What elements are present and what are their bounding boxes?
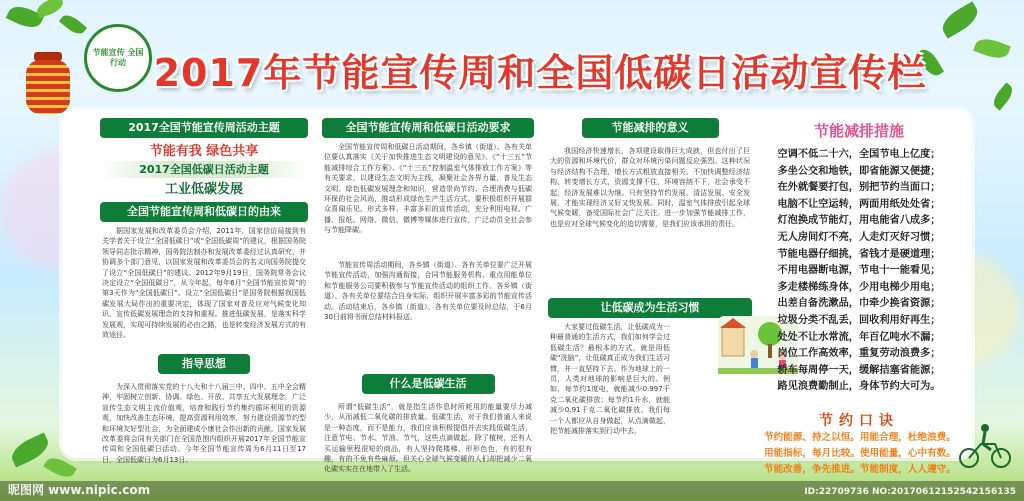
lowcarbon-theme-header: 2017全国低碳日活动主题: [100, 161, 308, 178]
left-column: [100, 118, 308, 466]
watermark-left: 昵图网 www.nipic.com: [8, 483, 151, 497]
measure-line: 垃圾分类不乱丢，回收利用好再生；: [777, 314, 941, 326]
measure-line: 轿车每周停一天，缓解拮塞省能源；: [777, 364, 941, 376]
measure-line: 空调不低二十六，全国节电上亿度；: [777, 149, 941, 160]
third-column: [548, 118, 752, 440]
measure-line: 岗位工作高效率，重复劳动浪费多；: [777, 348, 941, 360]
middle-column: [322, 118, 534, 480]
measure-line: 不用电器断电源，节电十一能看见；: [777, 265, 941, 277]
origin-header: 全国节能宣传周和低碳日的由来: [100, 202, 308, 222]
measure-line: 多走楼梯练身体，少用电梯少用电；: [777, 281, 941, 293]
cyclist-icon: [955, 420, 1015, 470]
measures-title: [764, 120, 954, 141]
page-title: 2017年节能宣传周和全国低碳日活动宣传栏: [153, 51, 927, 95]
habit-text: 大家要过低碳生活，让低碳成为一种最普通的生活方式，我们如何学会过低碳生活？最根本的方式，就是用低碳“洗脑”，让低碳真正成为我们生活习惯，并一直坚持下去。作为地球上的一员，人类对地球的影响是巨大的。例如，每节约1度电，就能减少0.997千克二氧化碳排放；每节约1升水，就能减少0.91千克二氧化碳排放。我们每一个人都应从自身做起，从点滴做起，把节能减排落实到行动中去。: [550, 323, 670, 436]
koujue-line: 节约能源、持之以恒。用能合理，杜绝浪费。: [764, 431, 956, 443]
requirements-text-1: 全国节能宣传周和低碳日活动期间，各乡镇（街道）、各有关单位要认真落实《关于加快推进生态文明建设的意见》、《“十三五”节能减排综合工作方案》、《“十三五”控制温室气体排放工作方案》等有关要求，以建设生态文明为主线，凝聚社会各界力量，普及生态文明、绿色低碳发展理念和知识，营造崇尚节约、合理消费与低碳环保的社会风尚，推动形成绿色生产生活方式。要积极组织开展群众喜闻乐见、形式多样、丰富多彩的宣传活动，充分利用电视、广播、报纸、网络、微信、微博等媒体进行宣传，广泛动员全社会参与节能降碳。: [324, 143, 532, 235]
measure-line: 多坐公交和地铁，即省能源又便捷；: [777, 165, 941, 177]
measures-list: [764, 147, 954, 396]
measures-title-text: 节能减排措施: [813, 122, 904, 140]
watermark-right: ID:22709736 NO:20170612152542156135: [804, 487, 1016, 497]
leaf-icon: [938, 1, 983, 38]
guiding-header: 指导思想: [158, 354, 250, 374]
measure-line: 路见浪费勤制止，身体节约大可为。: [777, 381, 941, 393]
measure-line: 出差自备洗漱品，巾牵少换省资源；: [777, 298, 941, 310]
requirements-header: 全国节能宣传周和低碳日活动要求: [322, 118, 534, 138]
energy-slogan: 节能有我 绿色共享: [149, 144, 259, 159]
habit-header: 让低碳成为生活习惯: [548, 298, 752, 318]
lantern-icon: [26, 60, 70, 114]
origin-text: 据国家发展和改革委员会介绍，2011年，国家信访局接到有关学者关于设立“全国低碳日”或“全国低碳周”的建议，根据国务院领导同志批示精神，国务院法制办和发展改革委经过认真研究，并协调多个部门意见，以国家发展和改革委员会的名义向国务院提交了设立“全国低碳日”的建议。2012年9月19日，国务院常务会议决定设立“全国低碳日”，从今年起，每年6月“全国节能宣传周”的第3天作为“全国低碳日”。设立“全国低碳日”是国务院根据我国低碳发展大局作出的重要决定，体现了国家对普及应对气候变化知识，宣传低碳发展理念的支持和重视。推进低碳发展，是落实科学发展观，实现可持续发展的必由之路，也是转变经济发展方式的有效途径。: [102, 227, 306, 340]
measure-line: 节能电器仔细挑，省钱才是硬道理；: [777, 248, 941, 260]
lowcarbon-life-text: 所谓“低碳生活”，就是指生活作息时所耗用的能量要尽力减少，从而减低二氧化碳的排放量。低碳生活，对于我们普通人来说是一种态度，而不是能力，我们应该积极提倡并去实践低碳生活，注意节电、节水、节油、节气，这些点滴做起。除了植树，还有人买运输里程很短的商品，有人坚持爬楼梯，形形色色，有的很有趣，有的不免有些麻烦。但关心全球气候变暖的人们却把减少二氧化碳实实在在地带入了生活。: [324, 403, 532, 474]
logo-text: 节能宣传 全国行动: [92, 48, 144, 67]
leaf-icon: [43, 454, 76, 482]
koujue-line: 用能指标，每月比较。使用能量，心中有数。: [764, 447, 956, 459]
leaf-icon: [59, 11, 87, 38]
koujue-line: 节能改善，争先推进。节能制度，人人遵守。: [764, 463, 956, 475]
measure-line: 无人房间灯不亮，人走灯灭好习惯；: [777, 231, 941, 243]
lowcarbon-life-header: 什么是低碳生活: [362, 374, 495, 394]
leaf-icon: [34, 0, 65, 18]
lowcarbon-slogan: 工业低碳发展: [164, 182, 243, 197]
measure-line: 处处不让水常流，年百亿吨水不漏；: [777, 331, 941, 343]
leaf-icon: [973, 35, 1011, 63]
requirements-text-2: 节能宣传周活动期间，各乡镇（街道）、各有关单位要广泛开展节能宣传活动，加强沟通衔接，合同节能服务机构、重点用能单位和节能服务公司要积极参与节能宣传活动的组织工作。各乡镇（街道）、各有关单位要结合自身实际，组织开展丰富多彩的节能宣传活动。活动结束后，各乡镇（街道）、各有关单位要及时总结，于6月30日前将书面总结材料报送。: [324, 261, 532, 322]
leaf-icon: [990, 82, 1017, 110]
meaning-header: 节能减排的意义: [582, 118, 719, 138]
guiding-text: 为深入贯彻落实党的十八大和十八届三中、四中、五中全会精神，牢固树立创新、协调、绿色、开放、共享五大发展理念，广泛宣传生态文明主流价值观，培育和践行节约集约循环利用的资源观，加快改善生态环境，提高资源利用效率，努力建设资源节约型和环境友好型社会，为全面建成小康社会作出新的贡献。国家发展改革委将会同有关部门在全国范围内组织开展2017年全国节能宣传周和全国低碳日活动。今年全国节能宣传周为6月11日至17日，全国低碳日为6月13日。: [102, 383, 306, 464]
measure-line: 电脑不让空运转，两面用纸处处省；: [777, 198, 941, 210]
measure-line: 在外就餐要打包，别把节约当面口；: [777, 182, 941, 194]
koujue-title: 节约口诀: [819, 412, 899, 429]
theme-header: 2017全国节能宣传周活动主题: [100, 118, 308, 138]
measure-line: 灯泡换成节能灯，用电能省八成多；: [777, 215, 941, 227]
meaning-text: 我国经济快速增长，各项建设取得巨大成就，但也付出了巨大的资源和环境代价，群众对环境污染问题反应强烈。这种状况与经济结构不合理、增长方式粗放直接相关。不加快调整经济结构、转变增长方式，资源支撑不住，环境容纳不下，社会承受不起，经济发展难以为继。只有坚持节约发展、清洁发展、安全发展，才能实现经济又好又快发展。同时，温室气体排放引起全球气候变暖，备受国际社会广泛关注。进一步加强节能减排工作，也是应对全球气候变化的迫切需要，是我们应该承担的责任。: [550, 147, 750, 228]
right-column: [764, 120, 954, 478]
